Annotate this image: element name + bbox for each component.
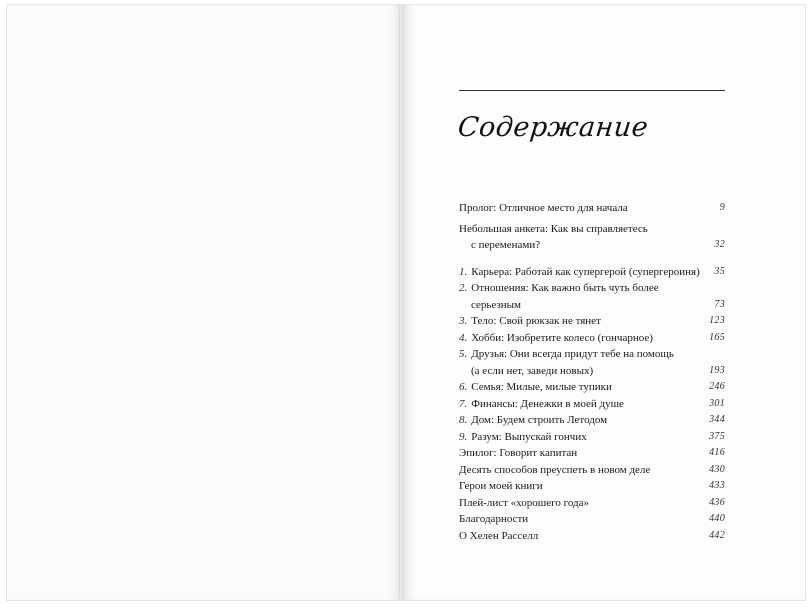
entry-text: Разум: Выпускай гончих [471, 430, 587, 443]
toc-entry-chapter-4[interactable] [459, 330, 727, 347]
entry-text: Плей-лист «хорошего года» [459, 496, 590, 509]
entry-text: Пролог: Отличное место для начала [459, 202, 628, 214]
entry-text: Дом: Будем строить Летодом [471, 414, 608, 426]
toc-entry-chapter-7[interactable] [459, 396, 727, 413]
page-number: 35 [714, 265, 725, 277]
toc-entry-chapter-9[interactable] [459, 429, 727, 446]
chapter-number: 6. [459, 381, 468, 393]
chapter-number: 3. [459, 315, 468, 327]
table-of-contents [459, 200, 727, 544]
toc-entry-acknowledgements[interactable] [459, 511, 727, 528]
book-gutter [399, 4, 403, 601]
toc-entry-epilogue[interactable] [459, 445, 727, 462]
page-number: 433 [709, 480, 725, 491]
toc-entry-chapter-2[interactable] [459, 280, 727, 313]
header-rule [459, 90, 725, 91]
entry-text: Эпилог: Говорит капитан [459, 447, 578, 459]
page-number: 344 [709, 414, 725, 425]
entry-text: Друзья: Они всегда придут тебе на помощь [471, 348, 674, 360]
toc-entry-chapter-3[interactable] [459, 313, 727, 330]
entry-text: Хобби: Изобретите колесо (гончарное) [471, 331, 653, 344]
entry-text: Финансы: Денежки в моей душе [471, 397, 624, 410]
chapter-number: 4. [459, 331, 468, 344]
entry-text: Десять способов преуспеть в новом деле [459, 463, 651, 476]
entry-text: Благодарности [459, 513, 529, 525]
left-page-blank [6, 4, 402, 601]
toc-entry-prologue[interactable] [459, 200, 727, 217]
entry-text: Семья: Милые, милые тупики [471, 381, 612, 393]
entry-text: Тело: Свой рюкзак не тянет [471, 315, 601, 327]
page-number: 440 [709, 513, 725, 524]
toc-entry-chapter-5[interactable] [459, 346, 727, 379]
toc-entry-chapter-1[interactable] [459, 264, 727, 281]
toc-entry-chapter-8[interactable] [459, 412, 727, 429]
toc-entry-heroes[interactable] [459, 478, 727, 495]
chapter-number: 1. [459, 265, 468, 278]
page-number: 73 [714, 298, 725, 310]
page-number: 430 [709, 463, 725, 475]
chapter-number: 5. [459, 348, 468, 360]
entry-text-continued: с переменами? [471, 239, 541, 251]
page-number: 375 [709, 430, 725, 442]
chapter-number: 2. [459, 282, 468, 294]
page-number: 9 [719, 202, 725, 213]
toc-entry-about-author[interactable] [459, 528, 727, 545]
page-number: 32 [714, 239, 725, 250]
page-number: 301 [709, 397, 725, 409]
page-number: 416 [709, 447, 725, 458]
toc-entry-ten-ways[interactable] [459, 462, 727, 479]
page-number: 193 [709, 364, 725, 376]
page-number: 436 [709, 496, 725, 508]
entry-text: Герои моей книги [459, 480, 543, 492]
chapter-number: 7. [459, 397, 468, 410]
entry-text-continued: серьезным [471, 298, 522, 311]
toc-entry-playlist[interactable] [459, 495, 727, 512]
page-number: 165 [709, 331, 725, 343]
toc-title: Содержание [456, 112, 650, 143]
chapter-number: 8. [459, 414, 468, 426]
chapter-number: 9. [459, 430, 468, 443]
page-number: 442 [709, 529, 725, 541]
entry-text: О Хелен Расселл [459, 529, 539, 542]
toc-entry-questionnaire[interactable] [459, 221, 727, 254]
entry-text: Карьера: Работай как супергерой (супергероиня) [471, 265, 700, 278]
page-number: 123 [709, 315, 725, 326]
entry-text: Небольшая анкета: Как вы справляетесь [459, 222, 648, 235]
page-number: 246 [709, 381, 725, 392]
toc-entry-chapter-6[interactable] [459, 379, 727, 396]
entry-text-continued: (а если нет, заведи новых) [471, 364, 594, 377]
entry-text: Отношения: Как важно быть чуть более [471, 282, 659, 294]
